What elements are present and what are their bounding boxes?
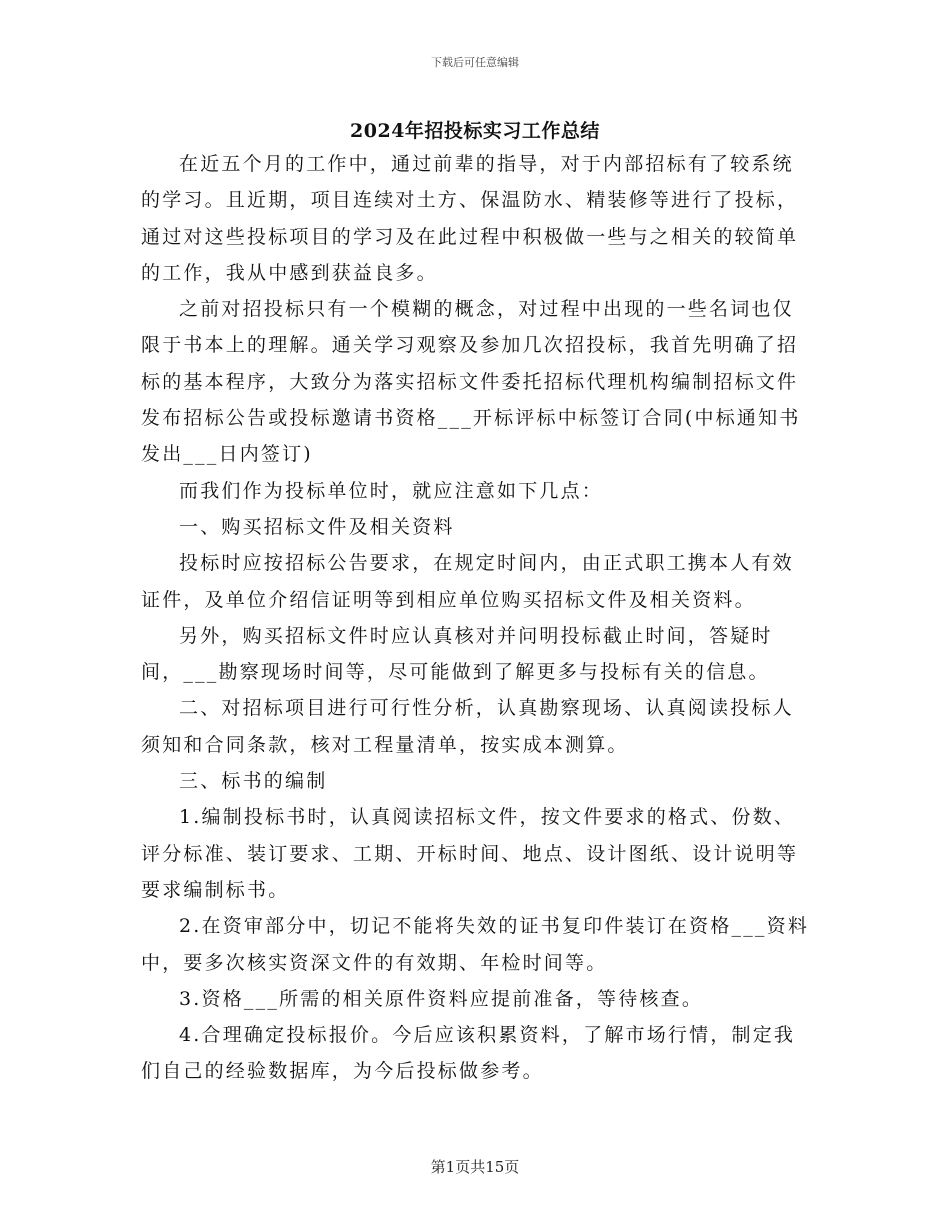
- list-item-2: 2.在资审部分中，切记不能将失效的证书复印件装订在资格___资料中，要多次核实资深文件的有效期、年检时间等。: [141, 915, 810, 974]
- list-item-3: 3.资格___所需的相关原件资料应提前准备，等待核查。: [179, 987, 704, 1010]
- document-body: [141, 146, 811, 1090]
- section-heading-purchase: 一、购买招标文件及相关资料: [179, 515, 455, 538]
- paragraph-attention: 而我们作为投标单位时，就应注意如下几点：: [179, 479, 604, 502]
- paragraph-purchase-detail: 投标时应按招标公告要求，在规定时间内，由正式职工携本人有效证件，及单位介绍信证明等到相应单位购买招标文件及相关资料。: [141, 552, 794, 611]
- list-item-1: 1.编制投标书时，认真阅读招标文件，按文件要求的格式、份数、评分标准、装订要求、工期、开标时间、地点、设计图纸、设计说明等要求编制标书。: [141, 806, 799, 901]
- section-heading-feasibility: 二、对招标项目进行可行性分析，认真勘察现场、认真阅读投标人须知和合同条款，核对工程量清单，按实成本测算。: [141, 697, 794, 756]
- section-heading-compilation: 三、标书的编制: [179, 770, 328, 793]
- page-number: 第1页共15页: [430, 1158, 520, 1176]
- list-item-4: 4.合理确定投标报价。今后应该积累资料，了解市场行情，制定我们自己的经验数据库，为今后投标做参考。: [141, 1024, 796, 1083]
- header-note: 下载后可任意编辑: [431, 56, 519, 69]
- paragraph-procedure: 之前对招投标只有一个模糊的概念，对过程中出现的一些名词也仅限于书本上的理解。通关学习观察及参加几次招投标，我首先明确了招标的基本程序，大致分为落实招标文件委托招标代理机构编制招标文件发布招标公告或投标邀请书资格___开标评标中标签订合同(中标通知书发出___日内签订): [141, 298, 801, 466]
- paragraph-purchase-extra: 另外，购买招标文件时应认真核对并问明投标截止时间，答疑时间，___勘察现场时间等，尽可能做到了解更多与投标有关的信息。: [141, 624, 773, 684]
- document-title: 2024年招投标实习工作总结: [350, 120, 600, 142]
- paragraph-intro: 在近五个月的工作中，通过前辈的指导，对于内部招标有了较系统的学习。且近期，项目连续对土方、保温防水、精装修等进行了投标，通过对这些投标项目的学习及在此过程中积极做一些与之相关的较简单的工作，我从中感到获益良多。: [141, 153, 799, 284]
